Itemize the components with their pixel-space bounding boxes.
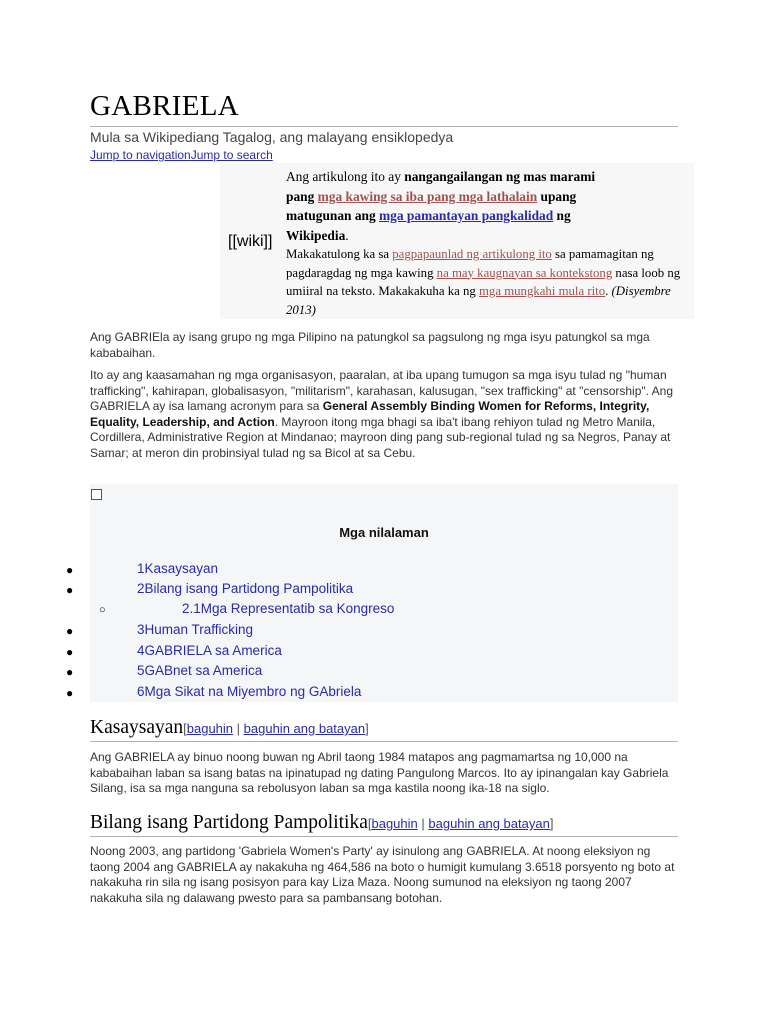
jump-to-navigation-link[interactable]: Jump to navigation — [90, 148, 191, 162]
toc-item-kasaysayan[interactable]: 1Kasaysayan — [137, 561, 219, 576]
toc-item-gabriela-america[interactable]: 4GABRIELA sa America — [137, 643, 282, 658]
notice-link-suggestions[interactable]: mga mungkahi mula rito — [478, 284, 606, 298]
title-divider — [90, 126, 678, 127]
toc-toggle-checkbox[interactable] — [91, 489, 102, 500]
edit-source-link[interactable]: baguhin ang batayan — [243, 721, 366, 736]
page-title: GABRIELA — [90, 90, 239, 122]
notice-link-quality-standards[interactable]: mga pamantayan pangkalidad — [379, 208, 554, 223]
section-heading-partidong-pampolitika: Bilang isang Partidong Pampolitika[baguhin | baguhin ang batayan] — [90, 812, 554, 833]
section-text-partidong-pampolitika: Noong 2003, ang partidong 'Gabriela Women's Party' ay isinulong ang GABRIELA. At noong eleksiyon ng taong 2004 ang GABRIELA ay nakakuha ng 464,586 na boto o humigit kumulang 3.6518 porsyento ng boto at nakakuha rin sila ng isang posisyon para kay Liza Maza. Noong sumunod na eleksiyon ng taong 2007 nakakuha sila ng dalawang pwesto para sa pambansang botohan. — [90, 844, 675, 905]
toc-sub-bullet: ○ — [99, 604, 106, 616]
notice-date: (Disyembre 2013) — [286, 284, 671, 317]
toc-item-representatib[interactable]: 2.1Mga Representatib sa Kongreso — [182, 601, 395, 616]
section-text-kasaysayan: Ang GABRIELA ay binuo noong buwan ng Abril taong 1984 matapos ang pagmamartsa ng 10,000 na kababaihan laban sa isang batas na ipinatupad ng dating Pangulong Marcos. Ito ay ipinangalan kay Gabriela Silang, isa sa mga nanguna sa rebolusyon laban sa mga kastila noong ika-18 na siglo. — [90, 750, 669, 796]
edit-source-link[interactable]: baguhin ang batayan — [428, 816, 550, 831]
wiki-logo-placeholder: [[wiki]] — [228, 233, 273, 250]
toc-bullet: ● — [66, 583, 74, 597]
notice-link-more-links[interactable]: mga kawing sa iba pang mga lathalain — [317, 188, 538, 204]
toc-item-partidong-pampolitika[interactable]: 2Bilang isang Partidong Pampolitika — [137, 581, 354, 596]
jump-to-search-link[interactable]: Jump to search — [190, 148, 273, 162]
edit-link[interactable]: baguhin — [186, 721, 234, 736]
notice-text: Ang artikulong ito ay nangangailangan ng mas marami pang mga kawing sa iba pang mga lathalain upang matugunan ang mga pamantayan pangkalidad ng Wikipedia. Makakatulong ka sa pagpapaunlad ng artikulong ito sa pamamagitan ng pagdaragdag ng mga kawing na may kaugnayan sa kontekstong nasa loob ng umiiral na teksto. Makakakuha ka ng mga mungkahi mula rito. (Disyembre 2013) — [286, 167, 686, 319]
toc-item-sikat-na-miyembro[interactable]: 6Mga Sikat na Miyembro ng GAbriela — [137, 684, 362, 699]
section-heading-kasaysayan: Kasaysayan[baguhin | baguhin ang batayan] — [90, 717, 369, 738]
notice-link-context[interactable]: na may kaugnayan sa kontekstong — [436, 265, 613, 280]
toc-bullet: ● — [66, 665, 74, 679]
section-divider — [90, 741, 678, 742]
toc-title: Mga nilalaman — [339, 525, 429, 540]
acronym-expansion: General Assembly Binding Women for Reforms, Integrity, Equality, Leadership, and Action — [90, 399, 650, 429]
notice-link-improve-article[interactable]: pagpapaunlad ng artikulong ito — [392, 247, 552, 261]
notice-line-1: Ang artikulong ito ay nangangailangan ng mas marami — [286, 169, 596, 184]
notice-help-text: Makakatulong ka sa pagpapaunlad ng artikulong ito sa pamamagitan ng pagdaragdag ng mga kawing na may kaugnayan sa kontekstong nasa loob ng umiiral na teksto. Makakakuha ka ng mga mungkahi mula rito. (Disyembre 2013) — [286, 247, 681, 317]
toc-bullet: ● — [66, 563, 74, 577]
jump-links — [90, 148, 273, 162]
toc-bullet: ● — [66, 686, 74, 700]
intro-paragraph-1: Ang GABRIEla ay isang grupo ng mga Pilipino na patungkol sa pagsulong ng mga isyu patungkol sa mga kababaihan. — [90, 330, 650, 360]
toc-item-gabnet-america[interactable]: 5GABnet sa America — [137, 663, 263, 678]
section-divider — [90, 836, 678, 837]
section-edit-links: [baguhin | baguhin ang batayan] — [367, 816, 554, 831]
toc-bullet: ● — [66, 624, 74, 638]
page-tagline: Mula sa Wikipediang Tagalog, ang malayang ensiklopedya — [90, 129, 454, 145]
edit-link[interactable]: baguhin — [371, 816, 418, 831]
section-edit-links: [baguhin | baguhin ang batayan] — [183, 721, 369, 736]
toc-item-human-trafficking[interactable]: 3Human Trafficking — [137, 622, 254, 637]
toc-bullet: ● — [66, 645, 74, 659]
intro-paragraph-2: Ito ay ang kaasamahan ng mga organisasyon, paaralan, at iba upang tumugon sa mga isyu tulad ng "human trafficking", kahirapan, globalisasyon, "militarism", karahasan, kalusugan, "sex trafficking" at "censorship". Ang GABRIELA ay isa lamang acronym para sa General Assembly Binding Women for Reforms, Integrity, Equality, Leadership, and Action. Mayroon itong mga bhagi sa iba't ibang rehiyon tulad ng Metro Manila, Cordillera, Administrative Region at Mindanao; mayroon ding pang sub-regional tulad ng sa Negros, Panay at Samar; at meron din probinsiyal tulad ng sa Bicol at sa Cebu. — [90, 368, 673, 460]
